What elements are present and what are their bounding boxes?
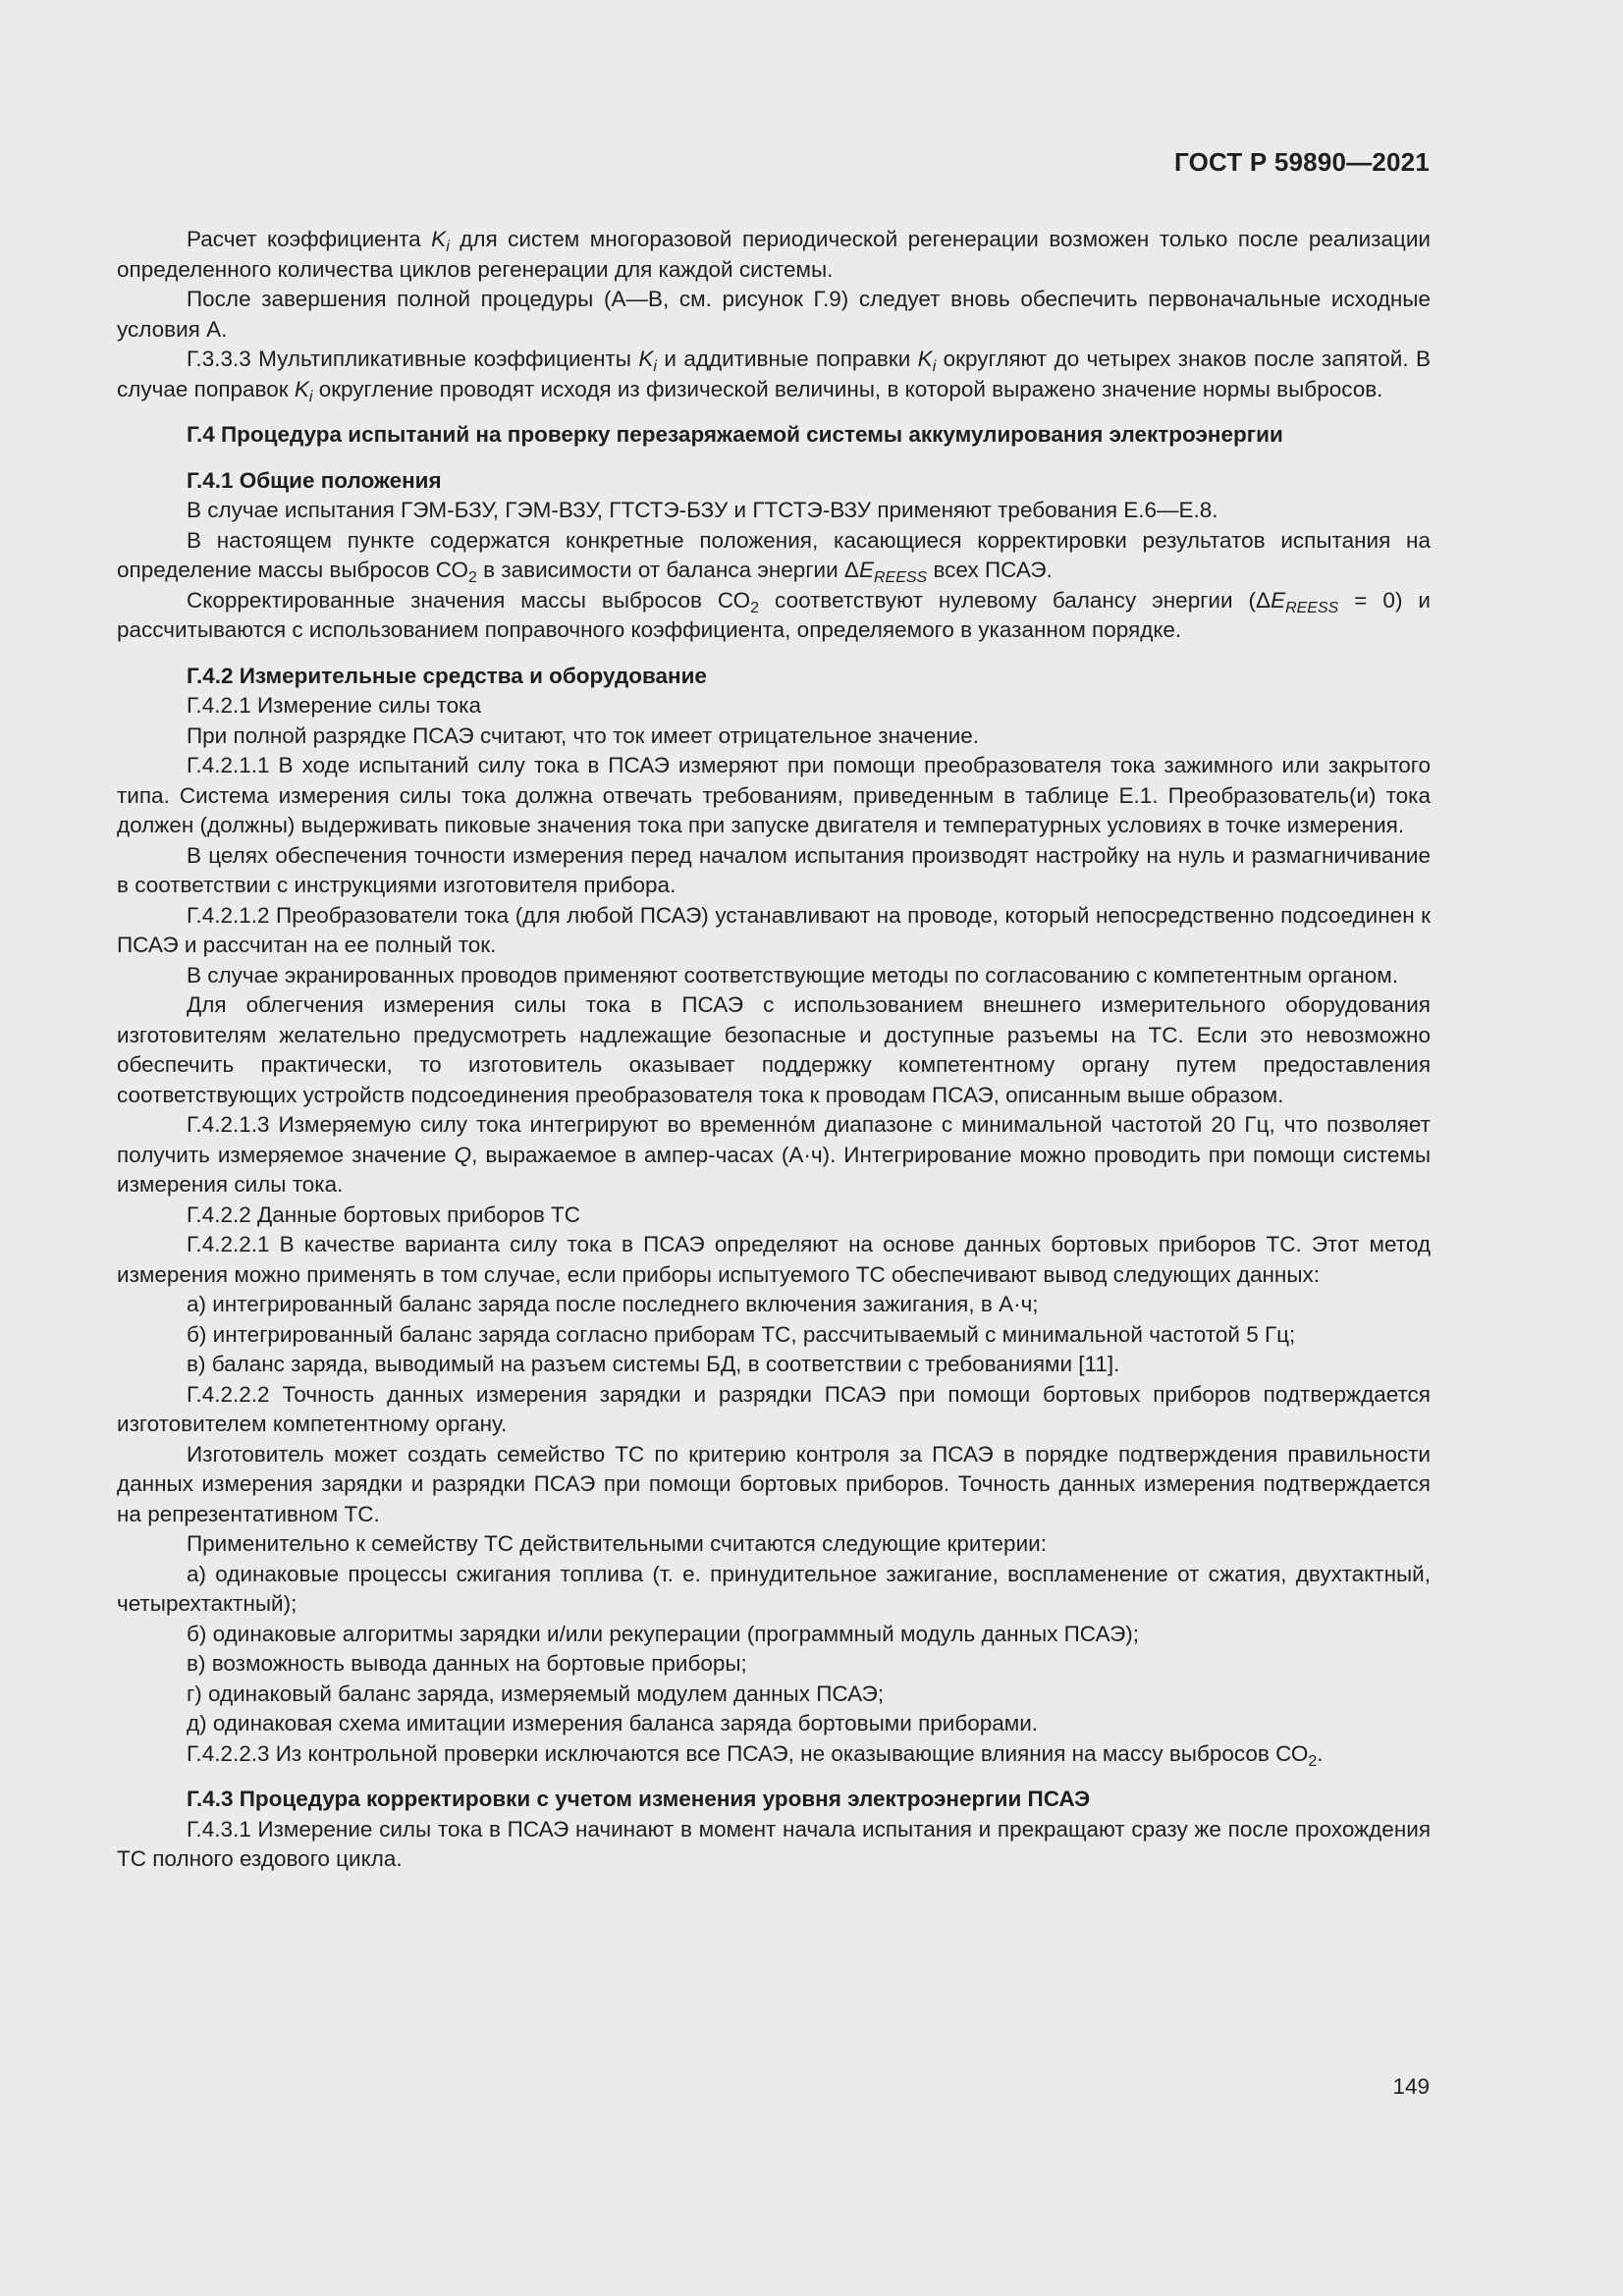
list-item: в) возможность вывода данных на бортовые приборы; [187,1651,747,1676]
list-item: б) интегрированный баланс заряда согласно приборам ТС, рассчитываемый с минимальной частотой 5 Гц; [187,1321,1296,1347]
list-item: д) одинаковая схема имитации измерения баланса заряда бортовыми приборами. [187,1711,1039,1735]
document-body [117,225,1431,1875]
paragraph: В целях обеспечения точности измерения перед началом испытания производят настройку на нуль и размагничивание в соответствии с инструкциями изготовителя прибора. [117,842,1431,897]
list-item: а) одинаковые процессы сжигания топлива (т. е. принудительное зажигание, воспламенение от сжатия, двухтактный, четырехтактный); [117,1561,1431,1616]
list-item: б) одинаковые алгоритмы зарядки и/или рекуперации (программный модуль данных ПСАЭ); [187,1621,1139,1646]
paragraph: В случае экранированных проводов применяют соответствующие методы по согласованию с компетентным органом. [187,962,1398,988]
list-item: в) баланс заряда, выводимый на разъем системы БД, в соответствии с требованиями [11]. [187,1352,1120,1376]
subsection-heading: Г.4.2 Измерительные средства и оборудование [187,663,707,688]
paragraph: В настоящем пункте содержатся конкретные положения, касающиеся корректировки результатов испытания на определение массы выбросов $СО_2$ в зависимости от баланса энергии $\Delta E_{REESS}$ всех ПСАЭ. [117,527,1431,586]
paragraph: Расчет коэффициента $K_i$ для систем многоразовой периодической регенерации возможен только после реализации определенного количества циклов регенерации для каждой системы. [117,227,1431,282]
paragraph: После завершения полной процедуры (А—В, см. рисунок Г.9) следует вновь обеспечить первоначальные исходные условия А. [117,287,1431,342]
paragraph: Г.4.2.2.3 Из контрольной проверки исключаются все ПСАЭ, не оказывающие влияния на массу выбросов $СО_2$. [187,1740,1324,1770]
paragraph: Г.4.2.2 Данные бортовых приборов ТС [187,1201,581,1227]
paragraph: Для облегчения измерения силы тока в ПСАЭ с использованием внешнего измерительного оборудования изготовителям желательно предусмотреть надлежащие безопасные и доступные разъемы на ТС. Если это невозможно обеспечить практически, то изготовитель оказывает поддержку компетентному органу путем предоставления соответствующих устройств подсоединения преобразователя тока к проводам ПСАЭ, описанным выше образом. [117,992,1431,1107]
paragraph: Г.4.2.2.2 Точность данных измерения зарядки и разрядки ПСАЭ при помощи бортовых приборов подтверждается изготовителем компетентному органу. [117,1381,1431,1436]
paragraph: При полной разрядке ПСАЭ считают, что ток имеет отрицательное значение. [187,722,980,748]
paragraph: Изготовитель может создать семейство ТС по критерию контроля за ПСАЭ в порядке подтверждения правильности данных измерения зарядки и разрядки ПСАЭ при помощи бортовых приборов. Точность данных измерения подтверждается на репрезентативном ТС. [117,1441,1431,1526]
paragraph: Г.4.3.1 Измерение силы тока в ПСАЭ начинают в момент начала испытания и прекращают сразу же после прохождения ТС полного ездового цикла. [117,1816,1431,1871]
document-header: ГОСТ Р 59890—2021 [1174,147,1430,177]
paragraph: Г.3.3.3 Мультипликативные коэффициенты $K_i$ и аддитивные поправки $K_i$ округляют до четырех знаков после запятой. В случае поправок $K_i$ округление проводят исходя из физической величины, в которой выражено значение нормы выбросов. [117,347,1431,405]
subsection-heading: Г.4.3 Процедура корректировки с учетом изменения уровня электроэнергии ПСАЭ [187,1787,1091,1811]
paragraph: Г.4.2.1.3 Измеряемую силу тока интегрируют во временно́м диапазоне с минимальной частотой 20 Гц, что позволяет получить измеряемое значение Q, выражаемое в ампер-часах (А·ч). Интегрирование можно проводить при помощи системы измерения силы тока. [117,1112,1431,1197]
paragraph: Г.4.2.1 Измерение силы тока [187,693,482,718]
paragraph: Г.4.2.1.2 Преобразователи тока (для любой ПСАЭ) устанавливают на проводе, который непосредственно подсоединен к ПСАЭ и рассчитан на ее полный ток. [117,902,1431,957]
subsection-heading: Г.4.1 Общие положения [187,467,442,493]
paragraph: Г.4.2.2.1 В качестве варианта силу тока в ПСАЭ определяют на основе данных бортовых приборов ТС. Этот метод измерения можно применять в том случае, если приборы испытуемого ТС обеспечивают вывод следующих данных: [117,1232,1431,1287]
list-item: а) интегрированный баланс заряда после последнего включения зажигания, в А·ч; [187,1292,1039,1316]
page-number: 149 [1392,2074,1430,2099]
paragraph: Применительно к семейству ТС действительными считаются следующие критерии: [187,1531,1047,1556]
paragraph: Скорректированные значения массы выбросов $СО_2$ соответствуют нулевому балансу энергии $(\Delta E_{REESS} = 0)$ и рассчитываются с использованием поправочного коэффициента, определяемого в указанном порядке. [117,587,1431,642]
list-item: г) одинаковый баланс заряда, измеряемый модулем данных ПСАЭ; [187,1681,885,1706]
section-heading: Г.4 Процедура испытаний на проверку перезаряжаемой системы аккумулирования электроэнергии [187,422,1283,447]
paragraph: В случае испытания ГЭМ-БЗУ, ГЭМ-ВЗУ, ГТСТЭ-БЗУ и ГТСТЭ-ВЗУ применяют требования Е.6—Е.8. [187,498,1218,522]
paragraph: Г.4.2.1.1 В ходе испытаний силу тока в ПСАЭ измеряют при помощи преобразователя тока зажимного или закрытого типа. Система измерения силы тока должна отвечать требованиям, приведенным в таблице Е.1. Преобразователь(и) тока должен (должны) выдерживать пиковые значения тока при запуске двигателя и температурных условиях в точке измерения. [117,753,1431,837]
